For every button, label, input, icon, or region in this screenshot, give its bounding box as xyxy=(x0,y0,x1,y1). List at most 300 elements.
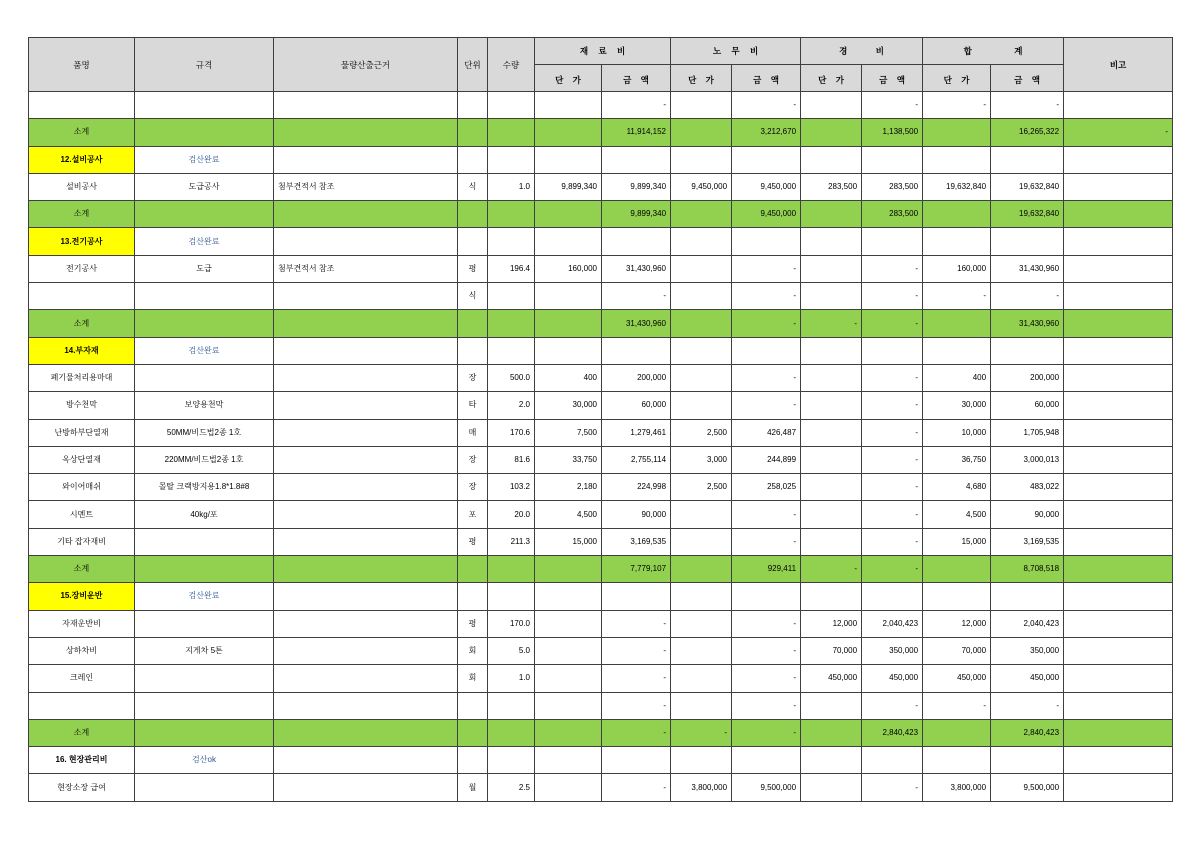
remark-cell xyxy=(1064,228,1173,255)
expense-unit-price-cell xyxy=(801,446,862,473)
unit-cell xyxy=(458,119,488,146)
expense-unit-price-cell xyxy=(801,337,862,364)
total-unit-price-cell xyxy=(923,228,991,255)
expense-unit-price-cell xyxy=(801,747,862,774)
labor-unit-price-cell: 2,500 xyxy=(671,419,732,446)
expense-amount-cell xyxy=(862,747,923,774)
quantity-cell: 170.6 xyxy=(488,419,535,446)
labor-unit-price-cell xyxy=(671,610,732,637)
unit-cell: 식 xyxy=(458,173,488,200)
quantity-cell: 2.5 xyxy=(488,774,535,801)
section-header-row xyxy=(29,337,1173,364)
quantity-cell: 500.0 xyxy=(488,364,535,391)
expense-amount-cell: - xyxy=(862,556,923,583)
quantity-cell xyxy=(488,228,535,255)
total-amount-cell: - xyxy=(991,283,1064,310)
spec-cell: 보양용천막 xyxy=(135,392,274,419)
expense-unit-price-cell xyxy=(801,419,862,446)
material-unit-price-cell: 2,180 xyxy=(535,474,602,501)
spec-cell xyxy=(135,119,274,146)
material-amount-cell: 31,430,960 xyxy=(602,255,671,282)
expense-unit-price-cell xyxy=(801,528,862,555)
spec-cell: 40kg/포 xyxy=(135,501,274,528)
material-amount-cell: - xyxy=(602,92,671,119)
remark-cell xyxy=(1064,665,1173,692)
remark-cell xyxy=(1064,255,1173,282)
table-row xyxy=(29,692,1173,719)
expense-unit-price-cell: 283,500 xyxy=(801,173,862,200)
expense-amount-cell: - xyxy=(862,446,923,473)
item-name-cell: 상하차비 xyxy=(29,637,135,664)
labor-amount-cell xyxy=(732,583,801,610)
total-amount-cell xyxy=(991,146,1064,173)
labor-unit-price-cell xyxy=(671,528,732,555)
spec-cell xyxy=(135,719,274,746)
expense-unit-price-cell: 70,000 xyxy=(801,637,862,664)
remark-cell xyxy=(1064,92,1173,119)
table-row xyxy=(29,474,1173,501)
basis-cell xyxy=(274,528,458,555)
expense-unit-price-cell: 450,000 xyxy=(801,665,862,692)
basis-cell xyxy=(274,283,458,310)
table-row xyxy=(29,774,1173,801)
basis-cell xyxy=(274,665,458,692)
table-row xyxy=(29,364,1173,391)
material-unit-price-cell: 15,000 xyxy=(535,528,602,555)
labor-amount-cell: - xyxy=(732,92,801,119)
quantity-cell xyxy=(488,201,535,228)
unit-cell: 식 xyxy=(458,283,488,310)
material-unit-price-cell: 7,500 xyxy=(535,419,602,446)
unit-cell: 장 xyxy=(458,364,488,391)
expense-unit-price-cell xyxy=(801,501,862,528)
item-name-cell: 방수천막 xyxy=(29,392,135,419)
material-unit-price-cell xyxy=(535,337,602,364)
material-unit-price-cell xyxy=(535,146,602,173)
section-header-row xyxy=(29,146,1173,173)
total-unit-price-cell: - xyxy=(923,283,991,310)
expense-unit-price-cell xyxy=(801,474,862,501)
material-amount-cell xyxy=(602,583,671,610)
material-amount-cell: 11,914,152 xyxy=(602,119,671,146)
labor-unit-price-cell xyxy=(671,255,732,282)
header-quantity: 수량 xyxy=(488,38,535,92)
expense-amount-cell: - xyxy=(862,364,923,391)
labor-unit-price-cell: 2,500 xyxy=(671,474,732,501)
labor-amount-cell: 9,500,000 xyxy=(732,774,801,801)
remark-cell xyxy=(1064,774,1173,801)
item-name-cell: 설비공사 xyxy=(29,173,135,200)
basis-cell xyxy=(274,774,458,801)
header-labor-cost: 노 무 비 xyxy=(671,38,801,65)
expense-unit-price-cell: - xyxy=(801,556,862,583)
expense-unit-price-cell xyxy=(801,364,862,391)
expense-unit-price-cell xyxy=(801,119,862,146)
expense-unit-price-cell xyxy=(801,583,862,610)
total-amount-cell: 1,705,948 xyxy=(991,419,1064,446)
labor-unit-price-cell xyxy=(671,310,732,337)
basis-cell xyxy=(274,556,458,583)
labor-amount-cell: - xyxy=(732,692,801,719)
spec-cell xyxy=(135,610,274,637)
expense-unit-price-cell xyxy=(801,719,862,746)
expense-amount-cell: 283,500 xyxy=(862,201,923,228)
labor-amount-cell: - xyxy=(732,392,801,419)
spec-cell xyxy=(135,692,274,719)
material-amount-cell: 7,779,107 xyxy=(602,556,671,583)
expense-unit-price-cell xyxy=(801,392,862,419)
quantity-cell xyxy=(488,119,535,146)
unit-cell xyxy=(458,337,488,364)
total-unit-price-cell: 3,800,000 xyxy=(923,774,991,801)
spec-cell: 50MM/비드법2종 1호 xyxy=(135,419,274,446)
basis-cell xyxy=(274,310,458,337)
table-row xyxy=(29,92,1173,119)
quantity-cell xyxy=(488,692,535,719)
quantity-cell: 170.0 xyxy=(488,610,535,637)
unit-cell xyxy=(458,92,488,119)
labor-amount-cell xyxy=(732,337,801,364)
spec-cell xyxy=(135,556,274,583)
basis-cell xyxy=(274,692,458,719)
remark-cell xyxy=(1064,556,1173,583)
labor-amount-cell: 3,212,670 xyxy=(732,119,801,146)
section-title-cell: 14.부자재 xyxy=(29,337,135,364)
material-unit-price-cell xyxy=(535,201,602,228)
labor-unit-price-cell xyxy=(671,201,732,228)
material-amount-cell: - xyxy=(602,719,671,746)
labor-unit-price-cell: 9,450,000 xyxy=(671,173,732,200)
table-row xyxy=(29,665,1173,692)
material-unit-price-cell xyxy=(535,610,602,637)
labor-unit-price-cell xyxy=(671,92,732,119)
remark-cell xyxy=(1064,337,1173,364)
basis-cell xyxy=(274,474,458,501)
expense-amount-cell xyxy=(862,228,923,255)
total-amount-cell: 31,430,960 xyxy=(991,310,1064,337)
labor-amount-cell: - xyxy=(732,501,801,528)
labor-unit-price-cell: 3,000 xyxy=(671,446,732,473)
quantity-cell xyxy=(488,337,535,364)
remark-cell xyxy=(1064,610,1173,637)
table-row xyxy=(29,255,1173,282)
expense-unit-price-cell: - xyxy=(801,310,862,337)
total-unit-price-cell: - xyxy=(923,92,991,119)
item-name-cell: 와이어매쉬 xyxy=(29,474,135,501)
labor-unit-price-cell xyxy=(671,501,732,528)
unit-cell: 포 xyxy=(458,501,488,528)
labor-unit-price-cell xyxy=(671,228,732,255)
subtotal-label-cell: 소계 xyxy=(29,119,135,146)
material-unit-price-cell xyxy=(535,774,602,801)
unit-cell: 월 xyxy=(458,774,488,801)
labor-unit-price-cell xyxy=(671,119,732,146)
quantity-cell: 20.0 xyxy=(488,501,535,528)
labor-amount-cell: 9,450,000 xyxy=(732,201,801,228)
quantity-cell: 5.0 xyxy=(488,637,535,664)
subtotal-row xyxy=(29,556,1173,583)
basis-cell xyxy=(274,637,458,664)
material-unit-price-cell xyxy=(535,92,602,119)
remark-cell xyxy=(1064,637,1173,664)
material-amount-cell xyxy=(602,228,671,255)
expense-unit-price-cell xyxy=(801,201,862,228)
total-amount-cell: 3,000,013 xyxy=(991,446,1064,473)
total-unit-price-cell: - xyxy=(923,692,991,719)
material-amount-cell: - xyxy=(602,637,671,664)
table-row xyxy=(29,637,1173,664)
unit-cell: 평 xyxy=(458,528,488,555)
total-unit-price-cell: 12,000 xyxy=(923,610,991,637)
basis-cell xyxy=(274,610,458,637)
total-unit-price-cell: 4,680 xyxy=(923,474,991,501)
item-name-cell: 기타 잡자재비 xyxy=(29,528,135,555)
total-amount-cell: 450,000 xyxy=(991,665,1064,692)
header-expense-amount: 금 액 xyxy=(862,65,923,92)
expense-amount-cell: - xyxy=(862,528,923,555)
cost-estimate-table xyxy=(28,37,1173,802)
quantity-cell xyxy=(488,583,535,610)
header-unit: 단위 xyxy=(458,38,488,92)
total-unit-price-cell xyxy=(923,119,991,146)
labor-unit-price-cell xyxy=(671,337,732,364)
remark-cell xyxy=(1064,283,1173,310)
basis-cell xyxy=(274,747,458,774)
labor-amount-cell: - xyxy=(732,283,801,310)
expense-amount-cell: - xyxy=(862,310,923,337)
material-amount-cell: 2,755,114 xyxy=(602,446,671,473)
labor-amount-cell: - xyxy=(732,637,801,664)
remark-cell xyxy=(1064,692,1173,719)
unit-cell xyxy=(458,146,488,173)
basis-cell xyxy=(274,446,458,473)
expense-amount-cell: 2,040,423 xyxy=(862,610,923,637)
expense-unit-price-cell: 12,000 xyxy=(801,610,862,637)
material-unit-price-cell: 9,899,340 xyxy=(535,173,602,200)
header-material-unit-price: 단 가 xyxy=(535,65,602,92)
expense-amount-cell: - xyxy=(862,501,923,528)
labor-amount-cell: 929,411 xyxy=(732,556,801,583)
material-amount-cell: - xyxy=(602,692,671,719)
quantity-cell xyxy=(488,719,535,746)
material-unit-price-cell xyxy=(535,283,602,310)
labor-unit-price-cell xyxy=(671,283,732,310)
table-row xyxy=(29,528,1173,555)
header-total-amount: 금 액 xyxy=(991,65,1064,92)
expense-unit-price-cell xyxy=(801,146,862,173)
total-amount-cell: 9,500,000 xyxy=(991,774,1064,801)
remark-cell xyxy=(1064,146,1173,173)
basis-cell xyxy=(274,719,458,746)
material-unit-price-cell: 160,000 xyxy=(535,255,602,282)
expense-amount-cell xyxy=(862,337,923,364)
material-unit-price-cell xyxy=(535,665,602,692)
item-name-cell xyxy=(29,92,135,119)
labor-amount-cell: 258,025 xyxy=(732,474,801,501)
remark-cell xyxy=(1064,719,1173,746)
labor-amount-cell: - xyxy=(732,719,801,746)
material-amount-cell: 9,899,340 xyxy=(602,201,671,228)
item-name-cell: 폐기물처리용마대 xyxy=(29,364,135,391)
spec-cell xyxy=(135,528,274,555)
labor-unit-price-cell xyxy=(671,665,732,692)
total-unit-price-cell: 36,750 xyxy=(923,446,991,473)
total-amount-cell: 90,000 xyxy=(991,501,1064,528)
basis-cell xyxy=(274,419,458,446)
check-status-cell: 검산완료 xyxy=(135,146,274,173)
material-unit-price-cell: 4,500 xyxy=(535,501,602,528)
material-amount-cell: - xyxy=(602,774,671,801)
expense-amount-cell: - xyxy=(862,692,923,719)
total-unit-price-cell xyxy=(923,747,991,774)
quantity-cell: 1.0 xyxy=(488,665,535,692)
item-name-cell: 현장소장 급여 xyxy=(29,774,135,801)
labor-amount-cell xyxy=(732,747,801,774)
expense-unit-price-cell xyxy=(801,92,862,119)
labor-unit-price-cell xyxy=(671,692,732,719)
remark-cell xyxy=(1064,501,1173,528)
remark-cell xyxy=(1064,310,1173,337)
section-title-cell: 12.설비공사 xyxy=(29,146,135,173)
total-amount-cell: - xyxy=(991,692,1064,719)
subtotal-row xyxy=(29,119,1173,146)
expense-amount-cell: - xyxy=(862,419,923,446)
total-amount-cell: 60,000 xyxy=(991,392,1064,419)
labor-unit-price-cell xyxy=(671,747,732,774)
check-status-cell: 검산완료 xyxy=(135,337,274,364)
unit-cell xyxy=(458,747,488,774)
material-amount-cell xyxy=(602,747,671,774)
total-amount-cell: 3,169,535 xyxy=(991,528,1064,555)
expense-amount-cell: - xyxy=(862,392,923,419)
total-amount-cell: 31,430,960 xyxy=(991,255,1064,282)
item-name-cell: 전기공사 xyxy=(29,255,135,282)
labor-unit-price-cell: - xyxy=(671,719,732,746)
expense-amount-cell: 2,840,423 xyxy=(862,719,923,746)
material-amount-cell: 60,000 xyxy=(602,392,671,419)
labor-amount-cell: - xyxy=(732,665,801,692)
spec-cell xyxy=(135,665,274,692)
basis-cell xyxy=(274,119,458,146)
total-amount-cell: 350,000 xyxy=(991,637,1064,664)
quantity-cell xyxy=(488,92,535,119)
total-unit-price-cell xyxy=(923,719,991,746)
total-amount-cell: - xyxy=(991,92,1064,119)
header-expense: 경 비 xyxy=(801,38,923,65)
expense-unit-price-cell xyxy=(801,255,862,282)
spec-cell: 지게차 5톤 xyxy=(135,637,274,664)
unit-cell xyxy=(458,556,488,583)
unit-cell xyxy=(458,310,488,337)
header-basis: 물량산출근거 xyxy=(274,38,458,92)
expense-unit-price-cell xyxy=(801,283,862,310)
unit-cell: 회 xyxy=(458,665,488,692)
expense-amount-cell: - xyxy=(862,774,923,801)
material-amount-cell: 31,430,960 xyxy=(602,310,671,337)
total-amount-cell: 483,022 xyxy=(991,474,1064,501)
section-header-row xyxy=(29,228,1173,255)
remark-cell xyxy=(1064,173,1173,200)
remark-cell xyxy=(1064,528,1173,555)
header-row xyxy=(29,38,1173,65)
item-name-cell: 크레인 xyxy=(29,665,135,692)
spec-cell xyxy=(135,92,274,119)
section-header-row xyxy=(29,583,1173,610)
material-unit-price-cell: 30,000 xyxy=(535,392,602,419)
total-unit-price-cell xyxy=(923,201,991,228)
unit-cell: 회 xyxy=(458,637,488,664)
material-amount-cell: - xyxy=(602,665,671,692)
quantity-cell xyxy=(488,310,535,337)
total-unit-price-cell: 400 xyxy=(923,364,991,391)
remark-cell xyxy=(1064,201,1173,228)
material-amount-cell: 1,279,461 xyxy=(602,419,671,446)
spec-cell: 도급공사 xyxy=(135,173,274,200)
quantity-cell: 2.0 xyxy=(488,392,535,419)
check-status-cell: 검산완료 xyxy=(135,583,274,610)
expense-amount-cell: 1,138,500 xyxy=(862,119,923,146)
basis-cell: 첨부견적서 참조 xyxy=(274,173,458,200)
remark-cell xyxy=(1064,364,1173,391)
header-item-name: 품명 xyxy=(29,38,135,92)
total-amount-cell xyxy=(991,228,1064,255)
header-total: 합 계 xyxy=(923,38,1064,65)
header-remark: 비고 xyxy=(1064,38,1173,92)
item-name-cell xyxy=(29,692,135,719)
labor-unit-price-cell: 3,800,000 xyxy=(671,774,732,801)
basis-cell xyxy=(274,392,458,419)
table-body xyxy=(29,92,1173,802)
material-unit-price-cell xyxy=(535,637,602,664)
unit-cell: 매 xyxy=(458,419,488,446)
material-amount-cell: 90,000 xyxy=(602,501,671,528)
total-amount-cell: 19,632,840 xyxy=(991,173,1064,200)
total-amount-cell: 16,265,322 xyxy=(991,119,1064,146)
basis-cell xyxy=(274,201,458,228)
labor-unit-price-cell xyxy=(671,637,732,664)
total-unit-price-cell: 30,000 xyxy=(923,392,991,419)
material-unit-price-cell xyxy=(535,747,602,774)
header-labor-unit-price: 단 가 xyxy=(671,65,732,92)
quantity-cell: 103.2 xyxy=(488,474,535,501)
item-name-cell: 자재운반비 xyxy=(29,610,135,637)
material-unit-price-cell xyxy=(535,583,602,610)
material-amount-cell: - xyxy=(602,283,671,310)
material-amount-cell: - xyxy=(602,610,671,637)
labor-amount-cell: 426,487 xyxy=(732,419,801,446)
expense-amount-cell: - xyxy=(862,283,923,310)
total-amount-cell: 200,000 xyxy=(991,364,1064,391)
header-total-unit-price: 단 가 xyxy=(923,65,991,92)
total-unit-price-cell xyxy=(923,583,991,610)
basis-cell xyxy=(274,501,458,528)
item-name-cell: 시멘트 xyxy=(29,501,135,528)
labor-unit-price-cell xyxy=(671,556,732,583)
total-unit-price-cell: 70,000 xyxy=(923,637,991,664)
material-amount-cell: 3,169,535 xyxy=(602,528,671,555)
spec-cell: 몰탈 크랙방지용1.8*1.8#8 xyxy=(135,474,274,501)
check-status-cell: 검산완료 xyxy=(135,228,274,255)
total-amount-cell xyxy=(991,583,1064,610)
quantity-cell: 196.4 xyxy=(488,255,535,282)
total-amount-cell: 19,632,840 xyxy=(991,201,1064,228)
material-amount-cell: 224,998 xyxy=(602,474,671,501)
spec-cell xyxy=(135,774,274,801)
header-spec: 규격 xyxy=(135,38,274,92)
material-amount-cell xyxy=(602,337,671,364)
remark-cell xyxy=(1064,583,1173,610)
item-name-cell: 옥상단열재 xyxy=(29,446,135,473)
